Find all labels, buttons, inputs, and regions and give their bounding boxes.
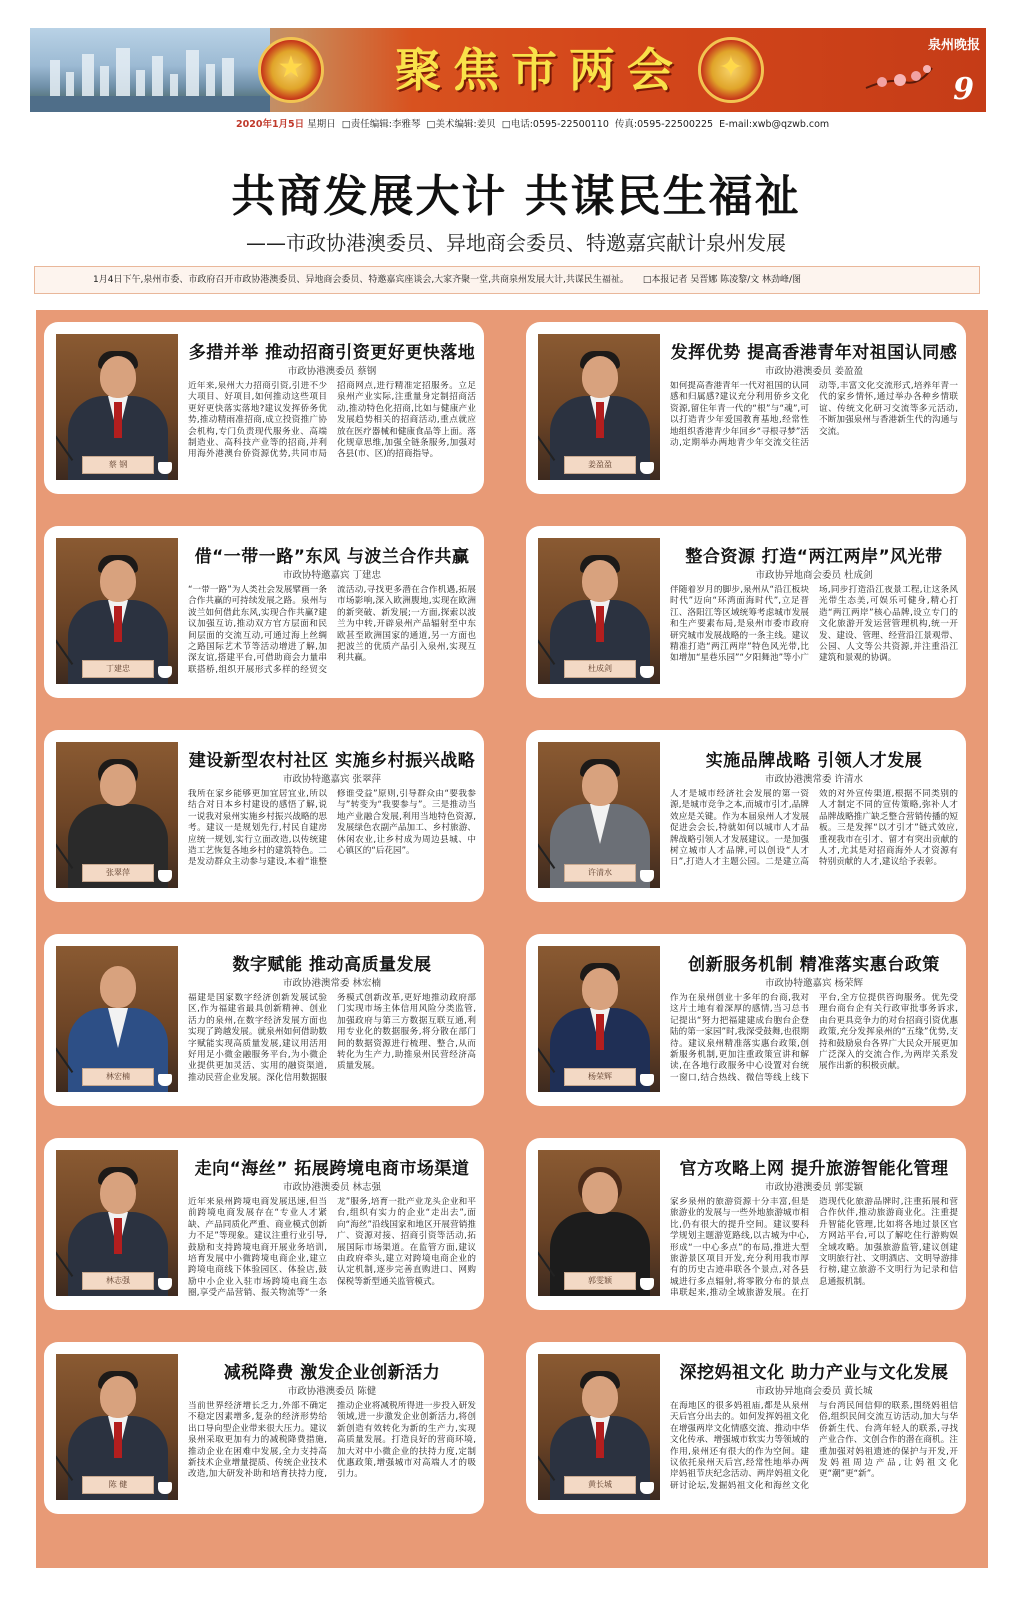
speaker-photo	[56, 334, 178, 480]
section-title: 聚焦市两会	[395, 43, 685, 97]
article-body: 家乡泉州的旅游资源十分丰富,但是旅游业的发展与一些外地旅游城市相比,仍有很大的提升空间。建议要科学规划主题游览路线,以古城为中心,形成“一中心多点”的布局,推进大型旅游景区项目开发,充分利用我市厚有的历史古迹串联各个景点,对各县城进行多点辐射,将零散分布的景点串联起来,推动全域旅游发展。在打造现代化旅游品牌时,注重拓展和营合作伙伴,推动旅游商业化。注重提升智能化管理,比如将各地过景区官方网站平台,可以了解吃住行游购娱全域攻略。加强旅游监管,建议创建文明旅行社、文明酒店、文明导游排行榜,建立旅游不文明行为记录和信息通报机制。	[670, 1197, 958, 1299]
city-skyline-image	[30, 28, 270, 112]
article-card	[526, 730, 966, 902]
newspaper-brand: 泉州晚报	[927, 38, 980, 53]
article-title: 减税降费 激发企业创新活力	[223, 1363, 441, 1383]
article-body: 福建是国家数字经济创新发展试验区,作为福建省最具创新精神、创业活力的泉州,在数字经济发展方面也实现了跨越发展。就泉州如何借助数字赋能实现高质量发展,建议用活用好用足小微金融服务平台,为小微企业提供更加灵活、实用的融资渠道,推动民营企业发展。深化信用数据服务模式创新改革,更好地推动政府部门实现市场主体信用风险分类监管,加强政府与第三方数据互联互通,利用专业化的数据服务,将分散在部门间的数据资源进行梳理、整合,从而转化为生产力,助推泉州民营经济高质量发展。	[188, 993, 476, 1083]
nameplate: 陈 健	[82, 1476, 154, 1494]
article-card	[44, 1138, 484, 1310]
article-byline: 市政协港澳委员 林志强	[282, 1182, 382, 1193]
article-byline: 市政协港澳常委 许清水	[764, 774, 864, 785]
nameplate: 林志强	[82, 1272, 154, 1290]
article-byline: 市政协港澳委员 姜盈盈	[764, 366, 864, 377]
speaker-photo	[538, 1150, 660, 1296]
article-title: 实施品牌战略 引领人才发展	[705, 751, 923, 771]
info-bar	[236, 116, 829, 130]
speaker-photo	[56, 946, 178, 1092]
article-byline: 市政协特邀嘉宾 丁建忠	[282, 570, 382, 581]
speaker-photo	[56, 1150, 178, 1296]
speaker-photo	[56, 538, 178, 684]
nameplate: 蔡 钢	[82, 456, 154, 474]
article-title: 整合资源 打造“两江两岸”风光带	[685, 547, 943, 567]
article-byline: 市政协异地商会委员 杜成剑	[755, 570, 873, 581]
speaker-photo	[538, 946, 660, 1092]
article-card	[44, 730, 484, 902]
speaker-photo	[538, 1354, 660, 1500]
nameplate: 杨荣辉	[564, 1068, 636, 1086]
speaker-photo	[56, 1354, 178, 1500]
main-headline: 共商发展大计 共谋民生福祉	[231, 171, 801, 222]
article-byline: 市政协港澳委员 蔡钢	[287, 366, 377, 377]
article-card	[44, 526, 484, 698]
article-body: 近年来,泉州大力招商引资,引进不少大项目、好项目,如何推动这些项目更好更快落实落地?建议发挥侨务优势,推动精雨准招商,成立投资推广协会机构,专门负责现代服务业、高端制造业、高科技产业等的招商,并利用海外港澳台侨资源优势,共同市局招商网点,进行精准定招服务。立足泉州产业实际,注重量身定制招商活动,推动特色化招商,比如与健康产业发展趋势相关的招商活动,重点就应放在医疗器械和健康食品等上面。落化规章思维,加强全链条服务,加强对各县(市、区)的招商指导。	[188, 381, 476, 460]
art-editor: □美术编辑:姜贝	[426, 119, 496, 130]
article-title: 发挥优势 提高香港青年对祖国认同感	[670, 343, 958, 363]
article-body: 人才是城市经济社会发展的第一资源,是城市竞争之本,而城市引才,品牌效应是关键。作为本届泉州人才发展促进会会长,特就如何以城市人才品牌战略引领人才发展建议。一是加强树立城市人才品牌,可以创设“人才日”,打造人才主题公园。二是建立高效的对外宣传渠道,根据不同类别的人才制定不同的宣传策略,弥补人才品牌战略推广缺乏整合营销传播的短板。三是发挥“以才引才”链式效应,重视我市在引才、留才有突出贡献的人才,尤其是对招商海外人才资源有特别贡献的人才,建议给予表彰。	[670, 789, 958, 868]
plum-blossom-icon	[864, 58, 934, 98]
article-body: 作为在泉州创业十多年的台商,我对这片土地有着深厚的感情,当习总书记提出“努力把福建建成台胞台企登陆的第一家园”时,我深受鼓舞,也很期待。建议泉州精准落实惠台政策,创新服务机制,更加注重政策宣讲和解读,在各地行政服务中心设置对台统一窗口,结合热线、微信等线上线下平台,全方位提供咨询服务。优先受理台商台企有关行政审批事务诉求,由台更具竞争力的对台招商引资优惠政策,充分发挥泉州的“五缘”优势,支持和鼓励泉台各界广大民众开展更加广泛深入的交流合作,为两岸关系发展作出新的积极贡献。	[670, 993, 958, 1083]
article-card	[44, 322, 484, 494]
article-body: 我所在家乡能够更加宜居宜业,所以结合对日本乡村建设的感悟了解,说一说我对泉州实施乡村振兴战略的思考。建议一是规划先行,村民自建房应统一规划,实行立面改造,以传统建造工艺恢复各地乡村的建筑特色。二是发动群众主动参与建设,本着“谁整修谁受益”原则,引导群众由“要我参与”转变为“我要参与”。三是推动当地产业融合发展,利用当地特色资源,发展绿色农副产品加工、乡村旅游、休闲农业,让乡村成为周边县城、中心镇区的“后花园”。	[188, 789, 476, 868]
article-title: 走向“海丝” 拓展跨境电商市场渠道	[194, 1159, 470, 1179]
article-title: 多措并举 推动招商引资更好更快落地	[188, 343, 476, 363]
article-body: 近年来泉州跨境电商发展迅速,但当前跨境电商发展存在“专业人才紧缺、产品同质化严重、商业模式创新力不足”等现象。建议注重行业引导,鼓励和支持跨境电商开展业务培训,培育发展中小微跨境电商企业,建立跨境电商线下体验园区、体验店,鼓励中小企业入驻市场跨境电商生态圈,享受产品营销、报关物流等“一条龙”服务,培育一批产业龙头企业和平台,组织有实力的企业“走出去”,面向“海丝”沿线国家和地区开展营销推广、资源对接、招商引资等活动,拓展国际市场渠道。在监管方面,建议由政府牵头,建立对跨境电商企业的认定机制,逐步完善直购进口、网购保税等新型通关监管模式。	[188, 1197, 476, 1299]
article-title: 深挖妈祖文化 助力产业与文化发展	[679, 1363, 949, 1383]
article-body: 如何提高香港青年一代对祖国的认同感和归属感?建议充分利用侨乡文化资源,留住年青一代的“根”与“魂”,可以打造青少年爱国教育基地,经常性地组织香港青少年回乡“寻根寻梦”活动,定期举办两地青少年交流交往活动等,丰富文化交流形式,培养年青一代的家乡情怀,通过举办各种乡情联谊、传统文化研习交流等多元活动,不断加强泉州与香港新生代的沟通与交流。	[670, 381, 958, 449]
intro-box	[34, 266, 980, 294]
article-title: 官方攻略上网 提升旅游智能化管理	[679, 1159, 949, 1179]
speaker-photo	[538, 538, 660, 684]
article-byline: 市政协特邀嘉宾 张翠萍	[282, 774, 382, 785]
contact-fax: 传真:0595-22500225	[614, 119, 714, 130]
article-card	[44, 934, 484, 1106]
article-title: 创新服务机制 精准落实惠台政策	[688, 955, 940, 975]
article-body: 伴随着岁月的脚步,泉州从“沿江板块时代”迈向“环湾面海时代”,立足晋江、洛阳江等区域统筹考虑城市发展和生产要素布局,是泉州市委市政府研究城市发展战略的一条主线。建议精准打造“两江两岸”特色风光带,比如增加“星巷乐园”“夕阳舞池”等小广场,同步打造沿江夜景工程,让这条风光带生态美,可娱乐可健身,精心打造“两江两岸”核心品牌,设立专门的文化旅游开发运营管理机构,统一开发、建设、管理、经营沿江景观带、公园、人文等公共资源,并注重沿江建筑和景观的协调。	[670, 585, 958, 664]
article-card	[526, 526, 966, 698]
issue-date: 2020年1月5日	[236, 119, 305, 130]
article-title: 数字赋能 推动高质量发展	[232, 955, 432, 975]
nameplate: 杜成剑	[564, 660, 636, 678]
nameplate: 丁建忠	[82, 660, 154, 678]
cppcc-emblem-icon: ✦	[698, 37, 764, 103]
contact-email: E-mail:xwb@qzwb.com	[719, 119, 830, 130]
article-byline: 市政协特邀嘉宾 杨荣辉	[764, 978, 864, 989]
nameplate: 姜盈盈	[564, 456, 636, 474]
article-byline: 市政协异地商会委员 黄长城	[755, 1386, 873, 1397]
article-title: 借“一带一路”东风 与波兰合作共赢	[194, 547, 470, 567]
article-card	[526, 1342, 966, 1514]
nameplate: 张翠萍	[82, 864, 154, 882]
article-card	[526, 1138, 966, 1310]
speaker-photo	[56, 742, 178, 888]
contact-phone: □电话:0595-22500110	[501, 119, 609, 130]
intro-credit: □本报记者 吴晋娜 陈凌黎/文 林劲峰/图	[642, 275, 802, 285]
nameplate: 郭雯颖	[564, 1272, 636, 1290]
article-card	[44, 1342, 484, 1514]
article-body: 当前世界经济增长乏力,外部不确定不稳定因素增多,复杂的经济形势给出口导向型企业带来很大压力。建议泉州采取更加有力的减税降费措施,推动企业在困难中发展,全力支持高新技术企业增量提质、传统企业技术改造,加大研发补助和培育扶持力度,推动企业将减税所得进一步投入研发领域,进一步激发企业创新活力,将创新创造有效转化为新的生产力,实现高质量发展。打造良好的营商环境,加大对中小微企业的扶持力度,定制优惠政策,增强城市对高端人才的吸引力。	[188, 1401, 476, 1480]
intro-text: 1月4日下午,泉州市委、市政府召开市政协港澳委员、异地商会委员、特邀嘉宾座谈会,大家齐聚一堂,共商泉州发展大计,共谋民生福祉。	[93, 275, 629, 285]
article-byline: 市政协港澳常委 林宏楠	[282, 978, 382, 989]
page-number: 9	[953, 72, 974, 107]
article-title: 建设新型农村社区 实施乡村振兴战略	[188, 751, 476, 771]
article-body: “一带一路”为人类社会发展擘画一条合作共赢的可持续发展之路。泉州与波兰如何借此东风,实现合作共赢?建议加强互访,推动双方官方层面和民间层面的交流互动,可通过海上丝绸之路国际艺术节等活动增进了解,加深友谊,搭建平台,可借助商会力量串联搭桥,组织开展形式多样的经贸交流活动,寻找更多潜在合作机遇,拓展市场影响,深入欧洲腹地,实现在欧洲的新突破、新发展;一方面,探索以波兰为中转,开辟泉州产品辐射至中东欧甚至欧洲国家的通道,另一方面也把波兰的优质产品引入泉州,实现互利共赢。	[188, 585, 476, 675]
article-card	[526, 322, 966, 494]
article-body: 在海地区的很多妈祖庙,都是从泉州天后宫分出去的。如何发挥妈祖文化在增强两岸文化情感交流、推动中华文化传承、增强城市软实力等领域的作用,泉州还有很大的作为空间。建议依托泉州天后宫,经常性地举办两岸妈祖节庆纪念活动、两岸妈祖文化研讨论坛,发掘妈祖文化和海丝文化与台湾民间信仰的联系,围绕妈祖信俗,组织民间交流互访活动,加大与华侨新生代、台湾年轻人的联系,寻找产业合作、文创合作的潜在商机。注重加强对妈祖遗迹的保护与开发,开发妈祖周边产品,让妈祖文化更“潮”更“新”。	[670, 1401, 958, 1491]
national-emblem-icon: ★	[258, 37, 324, 103]
article-card	[526, 934, 966, 1106]
article-byline: 市政协港澳委员 陈健	[287, 1386, 377, 1397]
sub-headline: ——市政协港澳委员、异地商会委员、特邀嘉宾献计泉州发展	[246, 231, 786, 255]
speaker-photo	[538, 742, 660, 888]
nameplate: 林宏楠	[82, 1068, 154, 1086]
issue-weekday: 星期日	[307, 119, 336, 130]
responsible-editor: □责任编辑:李雅琴	[341, 119, 421, 130]
nameplate: 许清水	[564, 864, 636, 882]
masthead-banner	[30, 28, 986, 112]
article-byline: 市政协港澳委员 郭雯颖	[764, 1182, 864, 1193]
nameplate: 黄长城	[564, 1476, 636, 1494]
speaker-photo	[538, 334, 660, 480]
